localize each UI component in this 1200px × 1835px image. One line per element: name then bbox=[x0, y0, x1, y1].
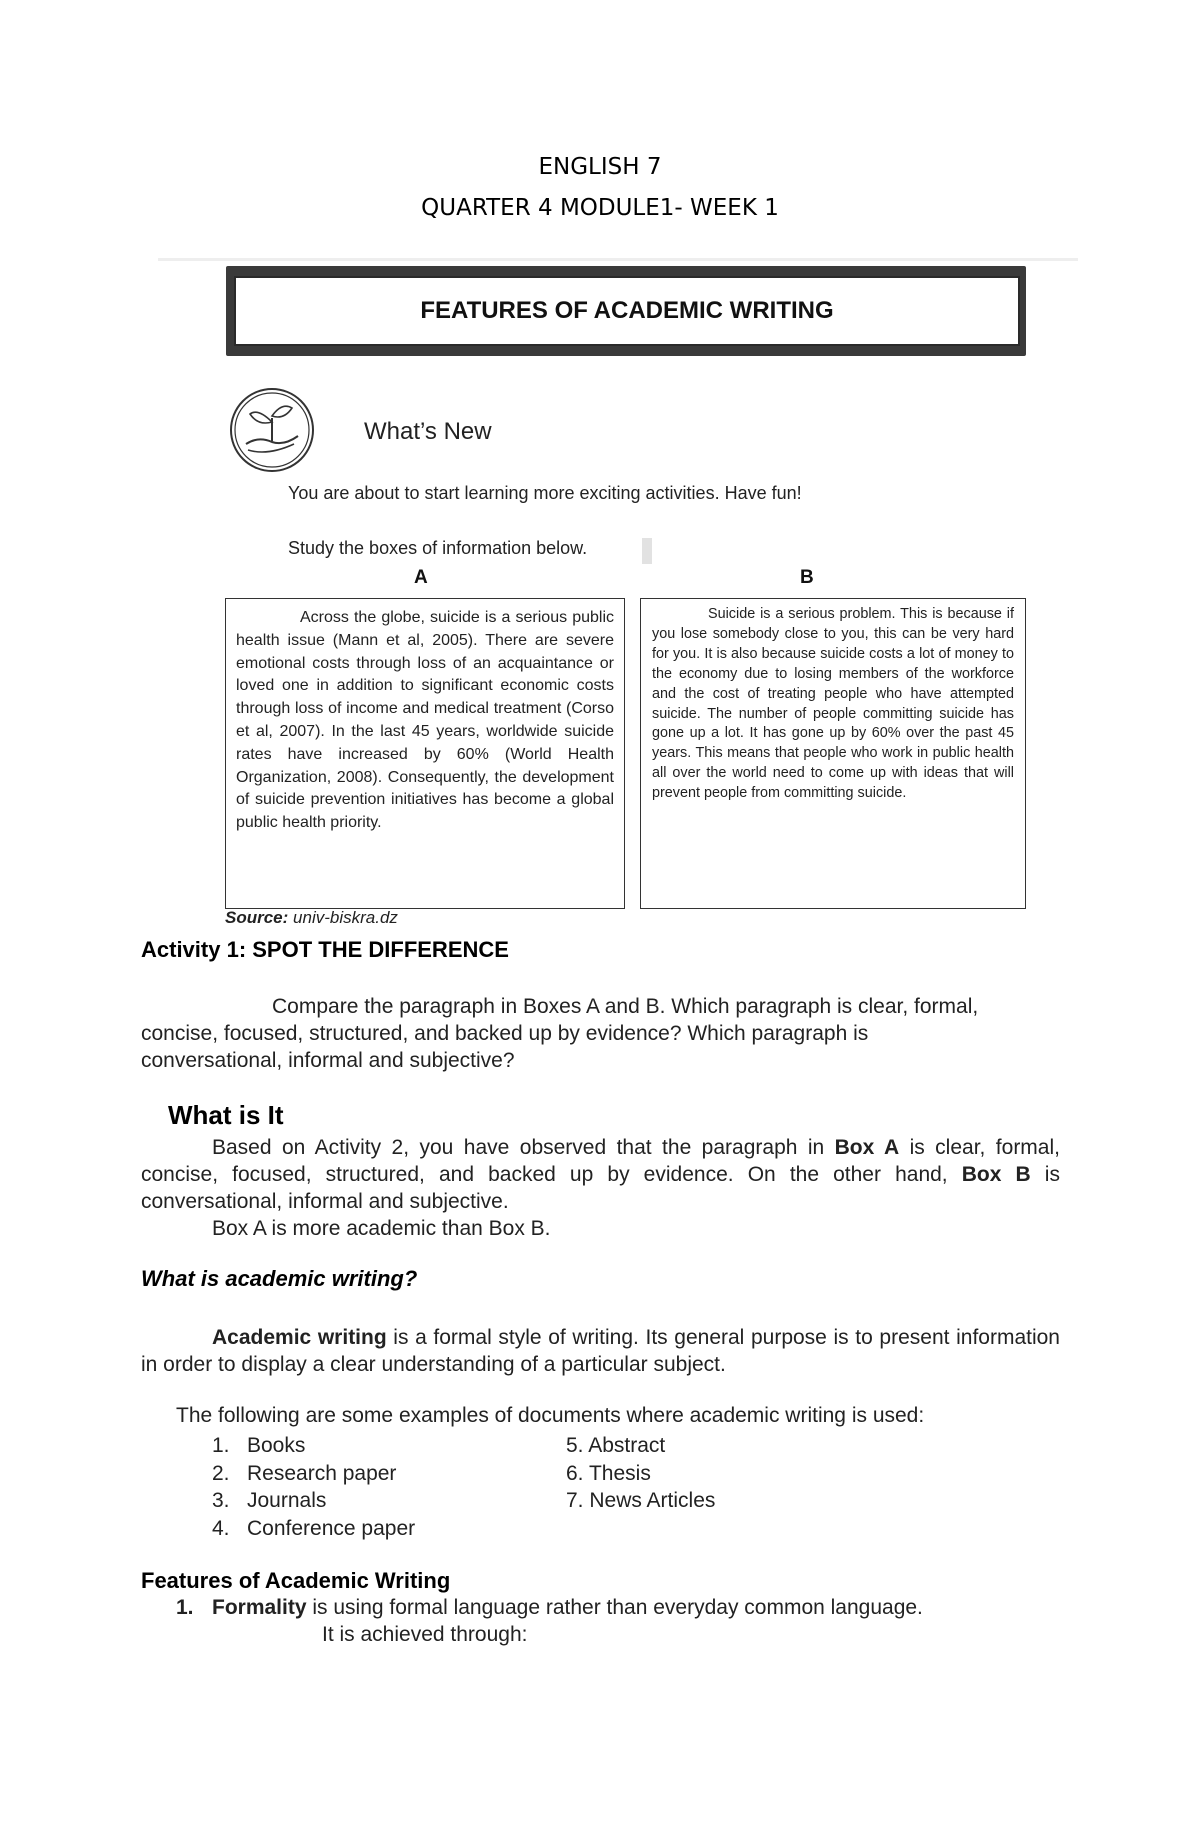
whats-new-heading: What’s New bbox=[364, 418, 492, 445]
list-item: 1. Books bbox=[212, 1434, 306, 1457]
activity-text bbox=[141, 993, 1011, 1074]
what-is-it-body bbox=[141, 1134, 1060, 1242]
examples-intro: The following are some examples of documents where academic writing is used: bbox=[176, 1404, 925, 1427]
feature-subtext: It is achieved through: bbox=[322, 1623, 528, 1646]
feature-term: Formality bbox=[212, 1596, 307, 1619]
source-label: Source: bbox=[225, 908, 289, 927]
academic-definition-paragraph bbox=[141, 1324, 1060, 1378]
box-b-text: Suicide is a serious problem. This is because if you lose somebody close to you, this can be very hard for you. It is also because suicide costs a lot of money to the economy due to losing members of the workforce and the cost of treating people who have attempted suicide. The number of people committing suicide has gone up a lot. It has gone up by 60% over the past 45 years. This means that people who work in public health all over the world need to come up with ideas that will prevent people from committing suicide. bbox=[652, 606, 1014, 802]
examples-left-list bbox=[212, 1432, 415, 1542]
study-line: Study the boxes of information below. bbox=[288, 538, 588, 558]
list-item: 4. Conference paper bbox=[212, 1516, 416, 1540]
academic-def-text: is a formal style of writing. Its general purpose is to present information in order to display a clear understanding of a particular subject. bbox=[141, 1326, 1060, 1376]
source-value: univ-biskra.dz bbox=[293, 908, 398, 927]
p1-part-c: is conversational, informal and subjective. bbox=[141, 1163, 1060, 1213]
box-a-label: A bbox=[414, 567, 428, 588]
feature-text: is using formal language rather than everyday common language. bbox=[306, 1596, 923, 1619]
examples-right-list bbox=[566, 1432, 715, 1515]
p1-box-b: Box B bbox=[961, 1163, 1031, 1186]
box-b-label: B bbox=[800, 567, 814, 588]
document-title: ENGLISH 7 bbox=[538, 154, 662, 180]
feature-item-1 bbox=[176, 1596, 923, 1620]
feature-item-number: 1. bbox=[176, 1596, 194, 1619]
source-credit bbox=[225, 908, 398, 928]
box-a bbox=[225, 598, 625, 909]
what-is-it-paragraph bbox=[141, 1134, 1060, 1215]
list-item: 2. Research paper bbox=[212, 1461, 397, 1485]
academic-term: Academic writing bbox=[212, 1326, 387, 1349]
what-is-it-conclusion: Box A is more academic than Box B. bbox=[212, 1217, 551, 1240]
academic-heading: What is academic writing? bbox=[141, 1266, 418, 1291]
list-item: 5. Abstract bbox=[566, 1434, 666, 1457]
box-b bbox=[640, 598, 1026, 909]
what-is-it-heading: What is It bbox=[168, 1100, 284, 1130]
features-heading: Features of Academic Writing bbox=[141, 1568, 451, 1593]
divider bbox=[158, 258, 1078, 261]
activity-paragraph: Compare the paragraph in Boxes A and B. Which paragraph is clear, formal, concise, focused, structured, and backed up by evidence? Which paragraph is conversational, informal and subjective? bbox=[141, 995, 979, 1072]
p1-part-a: Based on Activity 2, you have observed that the paragraph in bbox=[212, 1136, 835, 1159]
p1-part-b: is clear, formal, concise, focused, structured, and backed up by evidence. On the other hand, bbox=[141, 1136, 1060, 1186]
list-item: 6. Thesis bbox=[566, 1461, 651, 1485]
list-item: 3. Journals bbox=[212, 1489, 327, 1512]
intro-line: You are about to start learning more exciting activities. Have fun! bbox=[288, 483, 802, 503]
p1-box-a: Box A bbox=[834, 1136, 900, 1159]
box-a-text: Across the globe, suicide is a serious public health issue (Mann et al, 2005). There are severe emotional costs through loss of an acquaintance or loved one in addition to significant economic costs through loss of income and medical treatment (Corso et al, 2007). In the last 45 years, worldwide suicide rates have increased by 60% (World Health Organization, 2008). Consequently, the development of suicide prevention initiatives has become a global public health priority. bbox=[236, 609, 614, 832]
cursor-mark bbox=[642, 538, 652, 564]
document-subtitle: QUARTER 4 MODULE1- WEEK 1 bbox=[421, 195, 779, 221]
activity-heading: Activity 1: SPOT THE DIFFERENCE bbox=[141, 937, 509, 962]
list-item: 7. News Articles bbox=[566, 1489, 716, 1512]
academic-definition bbox=[141, 1324, 1060, 1378]
section-title: FEATURES OF ACADEMIC WRITING bbox=[234, 276, 1020, 346]
plant-in-hand-icon bbox=[228, 386, 316, 474]
